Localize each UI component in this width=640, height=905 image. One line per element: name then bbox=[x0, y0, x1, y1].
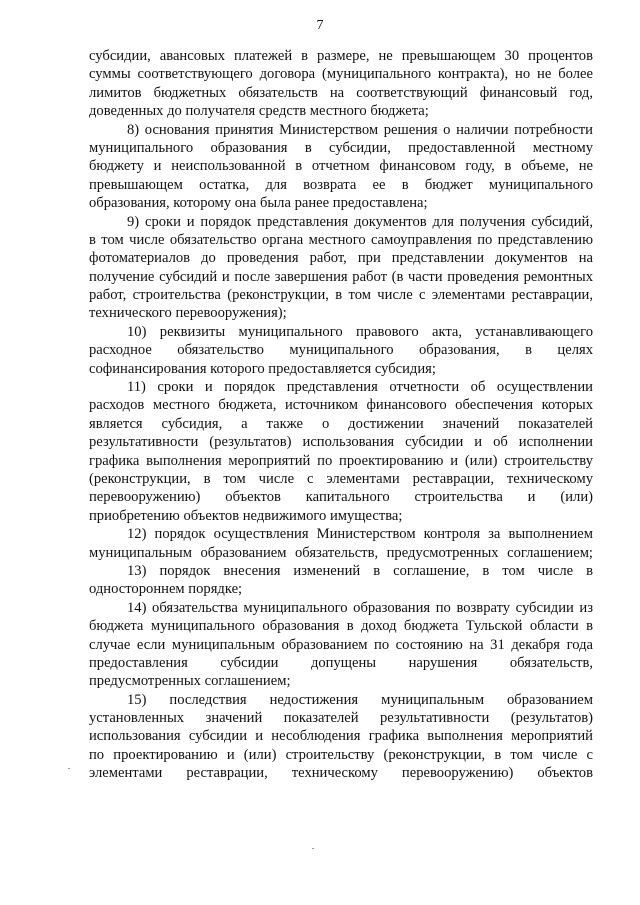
text-line: софинансирования которого предоставляется субсидия; bbox=[89, 360, 436, 377]
text-line: элементами реставрации, техническому перевооружению) объектов bbox=[89, 765, 593, 782]
text-line: по проектированию и (или) строительству (реконструкции, в том числе с bbox=[89, 746, 593, 763]
text-line: работ, строительства (реконструкции, в том числе с элементами реставрации, bbox=[89, 287, 593, 304]
text-line: графика выполнения мероприятий по проектированию и (или) строительству bbox=[89, 452, 593, 469]
text-line: предоставления субсидии допущены нарушения обязательств, bbox=[89, 654, 593, 671]
text-line: установленных значений показателей результативности (результатов) bbox=[89, 710, 593, 727]
text-line: бюджету и неиспользованной в отчетном финансовом году, в объеме, не bbox=[89, 158, 593, 175]
page-number: 7 bbox=[316, 18, 324, 33]
text-line: 13) порядок внесения изменений в соглашение, в том числе в bbox=[127, 562, 593, 579]
text-line: расходов местного бюджета, источником финансового обеспечения которых bbox=[89, 397, 593, 414]
text-line: перевооружению) объектов капитального строительства и (или) bbox=[89, 489, 593, 506]
text-line: 10) реквизиты муниципального правового акта, устанавливающего bbox=[127, 323, 593, 340]
text-line: получение субсидий и после завершения работ (в части проведения ремонтных bbox=[89, 268, 593, 285]
scan-speck bbox=[68, 768, 70, 769]
text-line: 14) обязательства муниципального образования по возврату субсидии из bbox=[127, 599, 593, 616]
text-line: суммы соответствующего договора (муниципального контракта), но не более bbox=[89, 66, 593, 83]
text-line: результативности (результатов) использования субсидии и об исполнении bbox=[89, 434, 593, 451]
text-line: одностороннем порядке; bbox=[89, 581, 243, 598]
text-line: фотоматериалов до проведения работ, при представлении документов на bbox=[89, 250, 593, 267]
text-line: 12) порядок осуществления Министерством контроля за выполнением bbox=[127, 526, 593, 543]
text-line: является субсидия, а также о достижении значений показателей bbox=[89, 415, 593, 432]
text-line: 8) основания принятия Министерством решения о наличии потребности bbox=[127, 121, 593, 138]
text-line: 11) сроки и порядок представления отчетности об осуществлении bbox=[127, 379, 593, 396]
text-line: (реконструкции, в том числе с элементами реставрации, техническому bbox=[89, 470, 593, 487]
text-line: 15) последствия недостижения муниципальным образованием bbox=[127, 691, 593, 708]
text-line: случае если муниципальным образованием по состоянию на 31 декабря года bbox=[89, 636, 593, 653]
text-line: муниципальным образованием обязательств, предусмотренных соглашением; bbox=[89, 544, 593, 561]
text-line: приобретению объектов недвижимого имущества; bbox=[89, 507, 403, 524]
text-line: субсидии, авансовых платежей в размере, не превышающем 30 процентов bbox=[89, 48, 593, 64]
text-line: в том числе обязательство органа местного самоуправления по представлению bbox=[89, 231, 593, 248]
text-line: муниципального образования в субсидии, предоставленной местному bbox=[89, 139, 593, 156]
text-line: превышающем остатка, для возврата ее в бюджет муниципального bbox=[89, 176, 593, 193]
text-line: лимитов бюджетных обязательств на соответствующий финансовый год, bbox=[89, 84, 593, 101]
text-line: расходное обязательство муниципального образования, в целях bbox=[89, 342, 593, 359]
text-line: образования, которому она была ранее предоставлена; bbox=[89, 195, 428, 212]
text-line: использования субсидии и несоблюдения графика выполнения мероприятий bbox=[89, 728, 593, 745]
text-line: 9) сроки и порядок представления документов для получения субсидий, bbox=[127, 213, 593, 230]
text-line: технического перевооружения); bbox=[89, 305, 287, 322]
text-line: доведенных до получателя средств местного бюджета; bbox=[89, 103, 429, 120]
text-line: предусмотренных соглашением; bbox=[89, 673, 291, 690]
document-body bbox=[89, 47, 593, 783]
text-line: бюджета муниципального образования в доход бюджета Тульской области в bbox=[89, 618, 593, 635]
scan-speck bbox=[312, 848, 314, 849]
